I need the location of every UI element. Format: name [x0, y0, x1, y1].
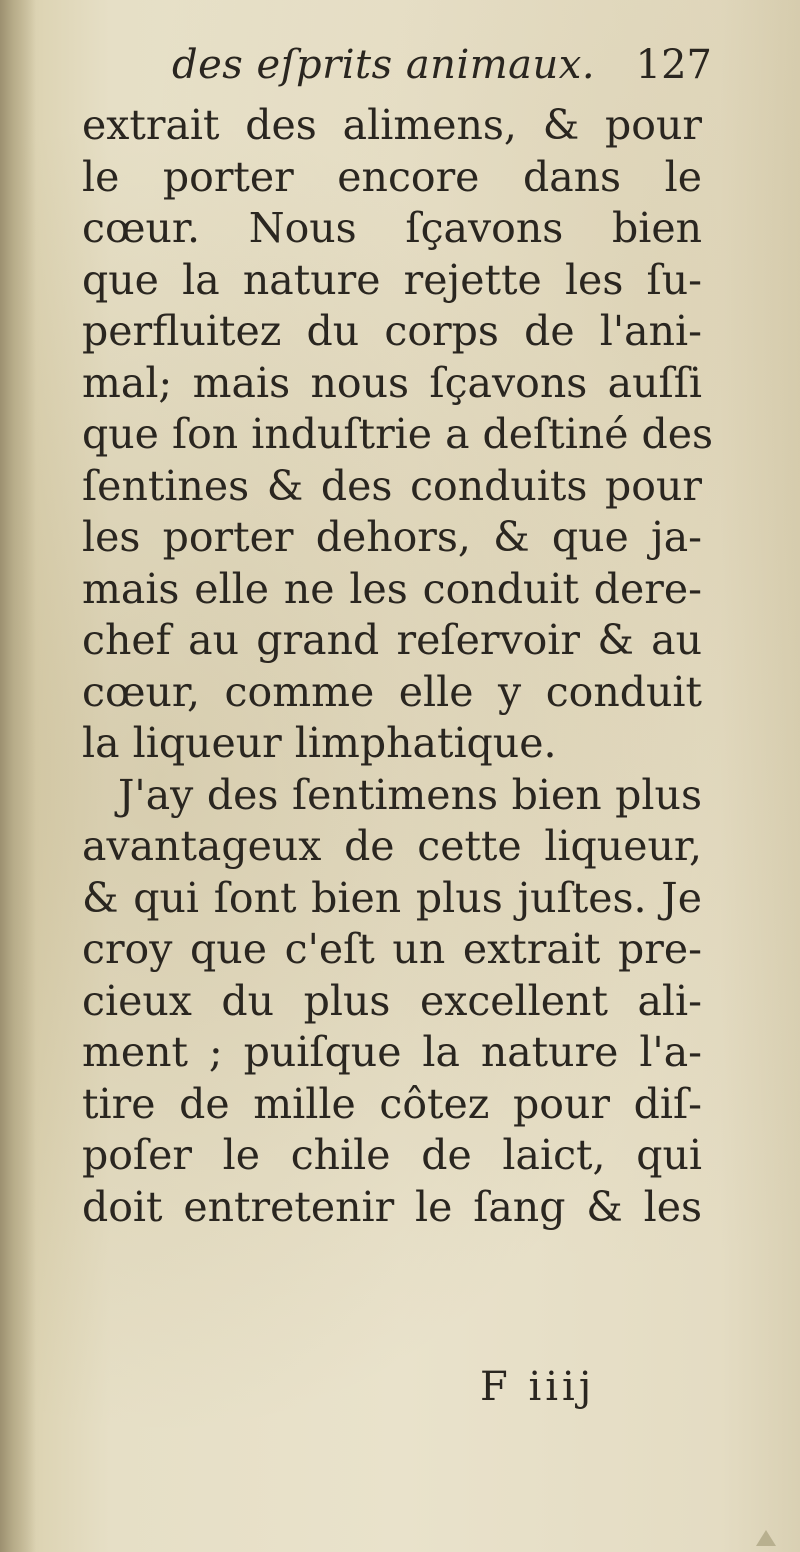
text-line: chef au grand reſervoir & au	[82, 616, 702, 664]
text-line: la liqueur limphatique.	[82, 719, 557, 767]
text-line: le porter encore dans le	[82, 152, 702, 201]
page-header	[172, 42, 712, 102]
text-line: cieux du plus excellent ali-	[82, 976, 702, 1025]
text-line: ment ; puiſque la nature l'a-	[82, 1028, 702, 1076]
text-line: cœur, comme elle y conduit	[82, 667, 702, 716]
text-line: les porter dehors, & que ja-	[82, 513, 702, 561]
page-number: 127	[635, 42, 712, 88]
signature-mark: F iiij	[480, 1364, 596, 1410]
text-line: doit entretenir le ſang & les	[82, 1182, 702, 1231]
page-corner-mark	[756, 1530, 776, 1546]
text-line: mais elle ne les conduit dere-	[82, 564, 702, 613]
text-line: ſentines & des conduits pour	[82, 461, 702, 510]
text-line: J'ay des ſentimens bien plus	[118, 770, 702, 819]
text-line: que la nature rejette les ſu-	[82, 255, 702, 304]
text-line: perfluitez du corps de l'ani-	[82, 307, 702, 355]
text-line: croy que c'eſt un extrait pre-	[82, 925, 702, 973]
body-text	[82, 100, 714, 1233]
text-line: tire de mille côtez pour diſ-	[82, 1079, 702, 1128]
text-line: cœur. Nous ſçavons bien	[82, 204, 702, 252]
page-gutter-shadow	[0, 0, 36, 1552]
text-line: que ſon induſtrie a deſtiné des	[82, 410, 714, 458]
text-line: poſer le chile de laict, qui	[82, 1131, 702, 1179]
text-line: mal; mais nous ſçavons auſſi	[82, 358, 702, 407]
running-head: des eſprits animaux.	[172, 42, 596, 88]
text-line: avantageux de cette liqueur,	[82, 822, 702, 870]
text-line: extrait des alimens, & pour	[82, 101, 702, 149]
text-line: & qui ſont bien plus juſtes. Je	[82, 873, 702, 922]
